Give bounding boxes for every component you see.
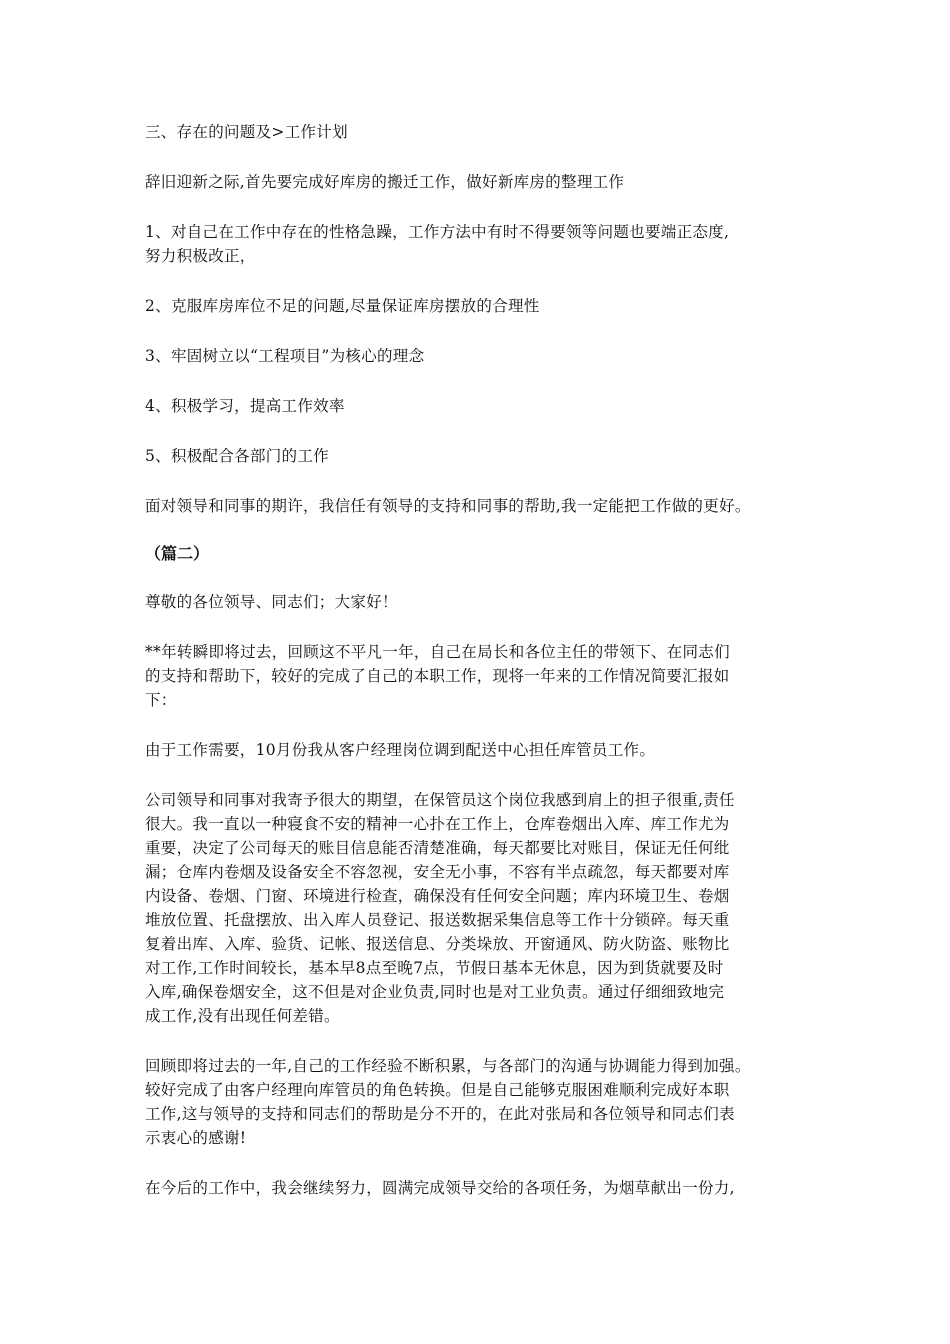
text-line: 漏；仓库内卷烟及设备安全不容忽视，安全无小事，不容有半点疏忽，每天都要对库 [145, 863, 730, 881]
text-line: 回顾即将过去的一年,自己的工作经验不断积累，与各部门的沟通与协调能力得到加强。 [145, 1057, 751, 1075]
paragraph [145, 170, 825, 194]
section-two [145, 590, 825, 1200]
text-line: 辞旧迎新之际,首先要完成好库房的搬迁工作，做好新库房的整理工作 [145, 173, 625, 191]
section-one [145, 120, 825, 518]
text-line: 对工作,工作时间较长，基本早8点至晚7点，节假日基本无休息，因为到货就要及时 [145, 959, 724, 977]
text-line: 1、对自己在工作中存在的性格急躁，工作方法中有时不得要领等问题也要端正态度, [145, 223, 730, 241]
paragraph [145, 788, 825, 1028]
text-line: 5、积极配合各部门的工作 [145, 447, 329, 465]
paragraph [145, 640, 825, 712]
paragraph [145, 738, 825, 762]
text-line: 面对领导和同事的期许，我信任有领导的支持和同事的帮助,我一定能把工作做的更好。 [145, 497, 751, 515]
text-line: 入库,确保卷烟安全，这不但是对企业负责,同时也是对工业负责。通过仔细细致地完 [145, 983, 725, 1001]
text-line: **年转瞬即将过去，回顾这不平凡一年，自己在局长和各位主任的带领下、在同志们 [145, 643, 730, 661]
text-line: 重要，决定了公司每天的账目信息能否清楚准确，每天都要比对账目，保证无任何纰 [145, 839, 730, 857]
text-line: 工作,这与领导的支持和同志们的帮助是分不开的，在此对张局和各位领导和同志们表 [145, 1105, 735, 1123]
text-line: 堆放位置、托盘摆放、出入库人员登记、报送数据采集信息等工作十分锁碎。每天重 [145, 911, 730, 929]
text-line: 在今后的工作中，我会继续努力，圆满完成领导交给的各项任务，为烟草献出一份力, [145, 1179, 735, 1197]
text-line: 成工作,没有出现任何差错。 [145, 1007, 340, 1025]
text-line: 很大。我一直以一种寝食不安的精神一心扑在工作上，仓库卷烟出入库、库工作尤为 [145, 815, 730, 833]
paragraph [145, 1054, 825, 1150]
text-line: 3、牢固树立以“工程项目”为核心的理念 [145, 347, 425, 365]
text-line: 2、克服库房库位不足的问题,尽量保证库房摆放的合理性 [145, 297, 540, 315]
paragraph [145, 394, 825, 418]
paragraph [145, 294, 825, 318]
paragraph [145, 494, 825, 518]
paragraph [145, 344, 825, 368]
paragraph [145, 1176, 825, 1200]
paragraph [145, 590, 825, 614]
text-line: 三、存在的问题及>工作计划 [145, 123, 348, 141]
text-line: 由于工作需要，10月份我从客户经理岗位调到配送中心担任库管员工作。 [145, 741, 656, 759]
section-heading: （篇二） [145, 544, 210, 563]
text-line: 公司领导和同事对我寄予很大的期望，在保管员这个岗位我感到肩上的担子很重,责任 [145, 791, 735, 809]
text-line: 内设备、卷烟、门窗、环境进行检查，确保没有任何安全问题；库内环境卫生、卷烟 [145, 887, 730, 905]
text-line: 复着出库、入库、验货、记帐、报送信息、分类垛放、开窗通风、防火防盗、账物比 [145, 935, 730, 953]
text-line: 尊敬的各位领导、同志们；大家好！ [145, 593, 398, 611]
paragraph [145, 220, 825, 268]
text-line: 4、积极学习，提高工作效率 [145, 397, 345, 415]
text-line: 的支持和帮助下，较好的完成了自己的本职工作，现将一年来的工作情况简要汇报如 [145, 667, 730, 685]
text-line: 下： [145, 691, 177, 709]
text-line: 努力积极改正， [145, 247, 256, 265]
text-line: 较好完成了由客户经理向库管员的角色转换。但是自己能够克服困难顺利完成好本职 [145, 1081, 730, 1099]
document-page [145, 120, 825, 1226]
paragraph [145, 120, 825, 144]
paragraph [145, 444, 825, 468]
text-line: 示衷心的感谢! [145, 1129, 247, 1147]
